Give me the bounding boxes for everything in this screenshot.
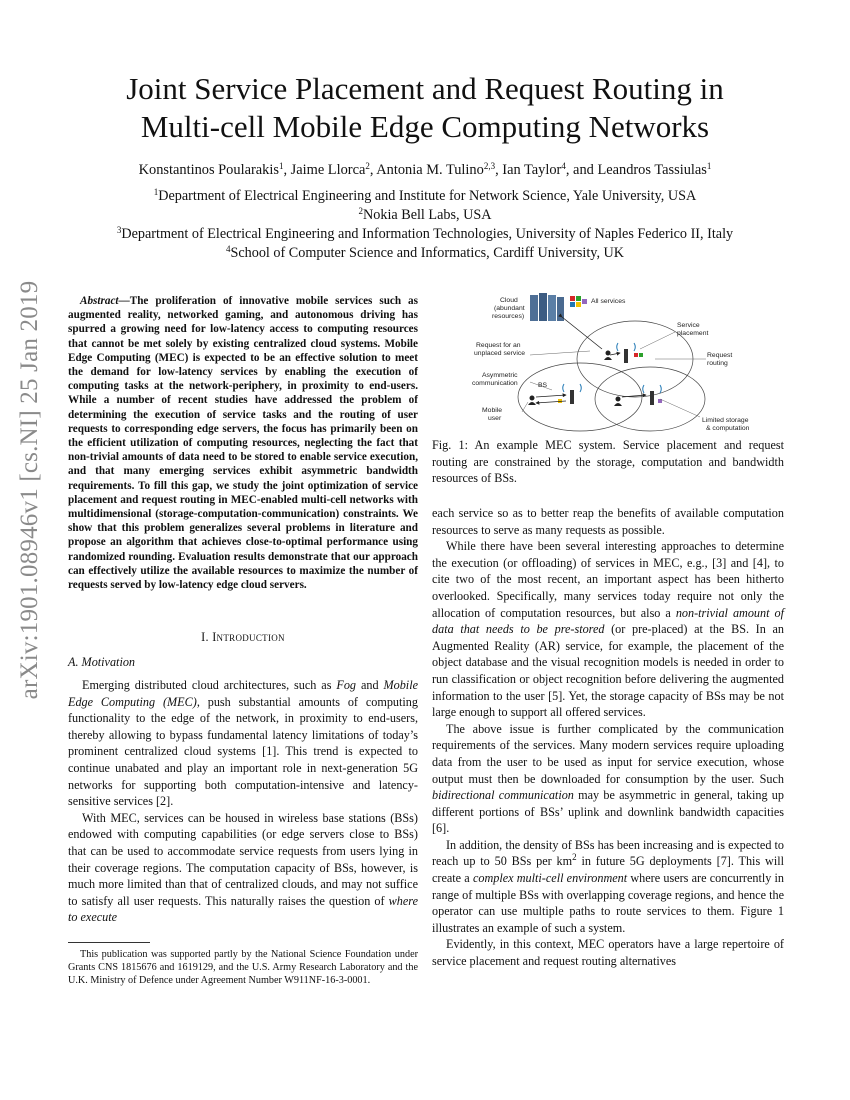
label-asymmetric-2: communication <box>472 380 518 387</box>
label-request-unplaced-2: unplaced service <box>474 350 526 357</box>
abstract <box>68 294 418 592</box>
author-name: Konstantinos Poularakis <box>138 162 279 178</box>
label-service-placement-2: placement <box>677 330 709 337</box>
right-column-body <box>432 505 784 970</box>
author-name: Antonia M. Tulino <box>376 162 484 178</box>
author-name: Leandros Tassiulas <box>597 162 707 178</box>
label-bs: BS <box>538 382 548 389</box>
paragraph: Evidently, in this context, MEC operators have a large repertoire of service placement and request routing alternatives <box>432 937 784 969</box>
title-line-1: Joint Service Placement and Request Routing in <box>126 71 724 106</box>
section-heading <box>68 630 418 645</box>
label-cloud: Cloud <box>500 297 518 304</box>
user-icon <box>616 397 621 402</box>
affiliation-sup: 1 <box>153 187 159 197</box>
affiliation-4 <box>60 245 790 262</box>
label-all-services: All services <box>591 298 626 305</box>
user-icon <box>606 351 611 356</box>
section-number: I. <box>201 630 213 644</box>
affiliation-sup: 3 <box>116 225 122 235</box>
label-service-placement-1: Service <box>677 322 700 329</box>
author-name: Jaime Llorca <box>290 162 366 178</box>
unplaced-request-arrow <box>562 317 602 349</box>
affiliation-1 <box>60 188 790 205</box>
paragraph: In addition, the density of BSs has been increasing and is expected to reach up to 50 BSs per $km^2$ in future 5G deployments [7]. This will create a complex multi-cell environment where users are concurrently in range of multiple BSs with overlapping coverage regions, and hence the operator can use multiple paths to route services to them. Figure 1 illustrates an example of such a system. <box>432 837 785 935</box>
label-cloud-sub1: (abundant <box>494 305 525 312</box>
author-sup: 2 <box>365 161 370 171</box>
paragraph: Emerging distributed cloud architectures, such as Fog and Mobile Edge Computing (MEC), push substantial amounts of computing functionality to the edge of the network, in proximity to end-users, thereby allowing to bypass fundamental latency limitations of today’s prominent centralized cloud systems [1]. This trend is expected to continue unabated and play an important role in next-generation 5G networks for supporting both computation-intensive and latency-sensitive services [2]. <box>68 678 418 809</box>
all-services-icon <box>570 296 587 307</box>
arxiv-id: arXiv:1901.08946v1 [cs.NI] 25 Jan 2019 <box>16 280 43 700</box>
paragraph: each service so as to better reap the benefits of available computation resources to serve as many requests as possible. <box>432 506 784 537</box>
label-limited-2: & computation <box>706 425 750 432</box>
affiliation-3 <box>60 226 790 243</box>
routing-arrow <box>610 353 620 355</box>
affiliation-text: Nokia Bell Labs, USA <box>363 207 492 223</box>
figure-mec-system <box>470 287 770 434</box>
author-separator: , and <box>565 162 598 178</box>
affiliation-2 <box>60 207 790 224</box>
paragraph: The above issue is further complicated by the communication requirements of the services. Many modern services require uploading data from the user to be used as input for service execution, whose output must then be downloaded for consumption by the user. Such bidirectional communication may be asymmetric in general, taking up different portions of BSs’ uplink and downlink bandwidth capacities [6]. <box>432 721 784 836</box>
left-column-body <box>68 677 418 926</box>
author-separator: , <box>369 162 377 178</box>
label-mobile-2: user <box>488 415 502 422</box>
title-line-2: Multi-cell Mobile Edge Computing Networks <box>140 109 710 144</box>
author-sup: 1 <box>706 161 712 171</box>
author-name: Ian Taylor <box>502 162 562 178</box>
uplink-arrow <box>536 395 566 397</box>
label-mobile-1: Mobile <box>482 407 503 414</box>
footnote-rule <box>68 942 150 943</box>
author-sup: 1 <box>278 161 284 171</box>
affiliation-sup: 4 <box>225 244 231 254</box>
abstract-label: Abstract <box>80 295 119 307</box>
footnote: This publication was supported partly by the National Science Foundation under Grants CNS 1815676 and 1619129, and the U.S. Army Research Laboratory and the U.K. Ministry of Defence under Agreement Number W911NF-16-3-0001. <box>68 949 418 986</box>
arxiv-sidebar <box>10 280 50 700</box>
cloud-server-icon <box>530 293 564 321</box>
author-sup: 2,3 <box>483 161 496 171</box>
affiliation-text: School of Computer Science and Informatics, Cardiff University, UK <box>230 245 625 261</box>
section-title: Introduction <box>212 630 285 644</box>
author-sup: 4 <box>561 161 566 171</box>
figure-caption: Fig. 1: An example MEC system. Service placement and request routing are constrained by the storage, computation and bandwidth resources of BSs. <box>432 438 784 486</box>
label-request-routing-2: routing <box>707 360 728 367</box>
label-cloud-sub2: resources) <box>492 313 525 320</box>
paragraph: With MEC, services can be housed in wireless base stations (BSs) endowed with computing capabilities (or edge servers close to BSs) that can be used to accommodate service requests from users lying in their coverage regions. The computation capacity of BSs, however, is much more limited than that of centralized clouds, and may not suffice to satisfy all user requests. This naturally raises the question of where to execute <box>68 810 418 925</box>
label-asymmetric-1: Asymmetric <box>482 372 518 379</box>
label-request-routing-1: Request <box>707 352 733 359</box>
label-limited-1: Limited storage <box>702 417 749 424</box>
subsection-heading: A. Motivation <box>68 655 136 669</box>
paragraph: While there have been several interesting approaches to determine the execution (or offloading) of services in MEC, e.g., [3] and [4], to cite two of the most recent, an important aspect has been hitherto overlooked. Specifically, many services today require not only the allocation of computation resources, but also a non-trivial amount of data that needs to be pre-stored (or pre-placed) at the BS. In an Augmented Reality (AR) service, for example, the placement of the object database and the visual recognition models is needed in order to run classification or object recognition before delivering the augmented information to the user [5]. Yet, the storage capacity of BSs may be not large enough to support all offered services. <box>432 539 784 720</box>
base-station-icon <box>617 343 643 363</box>
label-request-unplaced-1: Request for an <box>476 342 521 349</box>
author-list <box>60 162 790 179</box>
author-separator: , <box>495 162 503 178</box>
abstract-text: —The proliferation of innovative mobile services such as augmented reality, networked gaming, and autonomous driving has spurred a growing need for low-latency access to computing resources that cannot be met solely by existing centralized cloud systems. Mobile Edge Computing (MEC) is expected to be an effective solution to meet the demand for low-latency services by enabling the execution of computing tasks at the network-periphery, in proximity to end-users. While a number of recent studies have addressed the problem of determining the execution of service tasks and the routing of user requests to corresponding edge servers, the focus has primarily been on the efficient utilization of computing resources, neglecting the fact that non-trivial amounts of data need to be stored to enable service execution, and that many emerging services exhibit asymmetric bandwidth requirements. To fill this gap, we study the joint optimization of service placement and request routing in MEC-enabled multi-cell networks with multidimensional (storage-computation-communication) constraints. We show that this problem generalizes several problems in literature and propose an algorithm that achieves close-to-optimal performance using randomized rounding. Evaluation results demonstrate that our approach can effectively utilize the available resources to maximize the number of requests served by low-latency edge cloud servers. <box>68 295 418 592</box>
affiliation-text: Department of Electrical Engineering and Information Technologies, University of Naples Federico II, Italy <box>121 226 734 242</box>
paper-title <box>70 70 780 146</box>
user-icon <box>530 396 535 401</box>
author-separator: , <box>283 162 291 178</box>
affiliation-sup: 2 <box>358 206 364 216</box>
affiliation-text: Department of Electrical Engineering and Institute for Network Science, Yale University, USA <box>158 188 697 204</box>
